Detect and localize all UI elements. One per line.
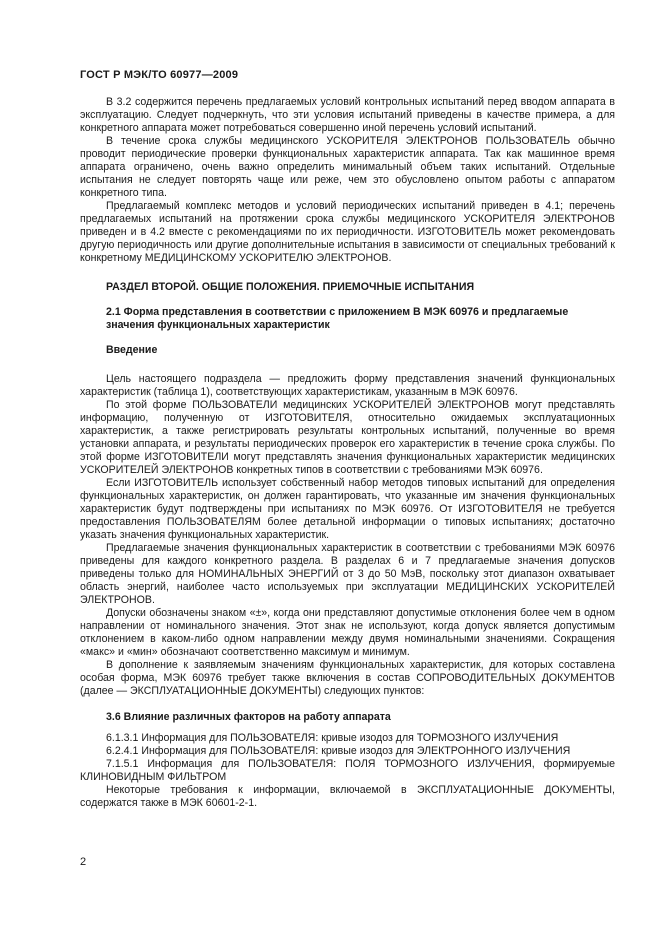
- paragraph: Предлагаемый комплекс методов и условий периодических испытаний приведен в 4.1; перечень предлагаемых испытаний на протяжении срока службы медицинского УСКОРИТЕЛЯ ЭЛЕКТРОНОВ приведен и в 4.2 вместе с рекомендациями по их периодичности. ИЗГОТОВИТЕЛЬ может рекомендовать другую периодичность или другие дополнительные испытания в зависимости от специальных требований к конкретному МЕДИЦИНСКОМУ УСКОРИТЕЛЮ ЭЛЕКТРОНОВ.: [80, 200, 615, 264]
- paragraph: В 3.2 содержится перечень предлагаемых условий контрольных испытаний перед вводом аппарата в эксплуатацию. Следует подчеркнуть, что эти условия испытаний приведены в качестве примера, а для конкретного аппарата может потребоваться совершенно иной перечень условий испытаний.: [80, 96, 615, 134]
- paragraph: Цель настоящего подраздела — предложить форму представления значений функциональных характеристик (таблица 1), соответствующих характеристикам, указанным в МЭК 60976.: [80, 373, 615, 398]
- subsection-heading-2-1: [106, 306, 615, 332]
- list-item: 6.2.4.1 Информация для ПОЛЬЗОВАТЕЛЯ: кривые изодоз для ЭЛЕКТРОННОГО ИЗЛУЧЕНИЯ: [106, 745, 571, 757]
- standard-header: ГОСТ Р МЭК/ТО 60977—2009: [80, 69, 239, 81]
- list-item: Некоторые требования к информации, включаемой в ЭКСПЛУАТАЦИОННЫЕ ДОКУМЕНТЫ, содержатся также в МЭК 60601-2-1.: [80, 784, 615, 809]
- subsection-heading-line: значения функциональных характеристик: [106, 319, 330, 331]
- paragraph: Если ИЗГОТОВИТЕЛЬ использует собственный набор методов типовых испытаний для определения функциональных характеристик, он должен гарантировать, что указанные им значения функциональных характеристик будут подтверждены при испытаниях по МЭК 60976. От ИЗГОТОВИТЕЛЯ не требуется предоставления ПОЛЬЗОВАТЕЛЯМ более детальной информации о типовых испытаниях; достаточно указать значения функциональных характеристик.: [80, 477, 615, 541]
- paragraph: Допуски обозначены знаком «±», когда они представляют допустимые отклонения более чем в одном направлении от номинального значения. Этот знак не используют, когда допуск является допустимым отклонением в каком-либо одном направлении между двумя номинальными значениями. Сокращения «макс» и «мин» обозначают соответственно максимум и минимум.: [80, 607, 615, 658]
- page-number: 2: [80, 856, 87, 868]
- subsection-heading-3-6: 3.6 Влияние различных факторов на работу аппарата: [106, 711, 391, 723]
- list-item: 6.1.3.1 Информация для ПОЛЬЗОВАТЕЛЯ: кривые изодоз для ТОРМОЗНОГО ИЗЛУЧЕНИЯ: [106, 732, 559, 744]
- subsection-heading-line: 2.1 Форма представления в соответствии с приложением В МЭК 60976 и предлагаемые: [106, 306, 569, 318]
- list-item: 7.1.5.1 Информация для ПОЛЬЗОВАТЕЛЯ: ПОЛЯ ТОРМОЗНОГО ИЗЛУЧЕНИЯ, формируемые КЛИНОВИДНЫМ ФИЛЬТРОМ: [80, 758, 615, 783]
- paragraph: Предлагаемые значения функциональных характеристик в соответствии с требованиями МЭК 60976 приведены для каждого конкретного раздела. В разделах 6 и 7 предлагаемые значения допусков приведены только для НОМИНАЛЬНЫХ ЭНЕРГИЙ от 3 до 50 МэВ, поскольку этот диапазон охватывает область энергий, наиболее часто используемых при эксплуатации МЕДИЦИНСКИХ УСКОРИТЕЛЕЙ ЭЛЕКТРОНОВ.: [80, 542, 615, 606]
- intro-heading: Введение: [106, 344, 158, 356]
- paragraph: В дополнение к заявляемым значениям функциональных характеристик, для которых составлена особая форма, МЭК 60976 требует также включения в состав СОПРОВОДИТЕЛЬНЫХ ДОКУМЕНТОВ (далее — ЭКСПЛУАТАЦИОННЫЕ ДОКУМЕНТЫ) следующих пунктов:: [80, 659, 615, 697]
- paragraph: По этой форме ПОЛЬЗОВАТЕЛИ медицинских УСКОРИТЕЛЕЙ ЭЛЕКТРОНОВ могут представлять информацию, полученную от ИЗГОТОВИТЕЛЯ, относительно ожидаемых эксплуатационных характеристик, а также регистрировать результаты контрольных испытаний, полученные во время установки аппарата, и результаты периодических проверок его характеристик в течение срока службы. По этой форме ИЗГОТОВИТЕЛИ могут представлять значения функциональных характеристик медицинских УСКОРИТЕЛЕЙ ЭЛЕКТРОНОВ конкретных типов в соответствии с требованиями МЭК 60976.: [80, 399, 615, 476]
- paragraph: В течение срока службы медицинского УСКОРИТЕЛЯ ЭЛЕКТРОНОВ ПОЛЬЗОВАТЕЛЬ обычно проводит периодические проверки функциональных характеристик аппарата. Так как машинное время аппарата ограничено, очень важно определить минимальный объем таких испытаний. Отдельные испытания не следует повторять чаще или реже, чем это обусловлено опытом работы с аппаратом конкретного типа.: [80, 135, 615, 199]
- section-heading: РАЗДЕЛ ВТОРОЙ. ОБЩИЕ ПОЛОЖЕНИЯ. ПРИЕМОЧНЫЕ ИСПЫТАНИЯ: [106, 281, 475, 293]
- page-content: [80, 96, 615, 810]
